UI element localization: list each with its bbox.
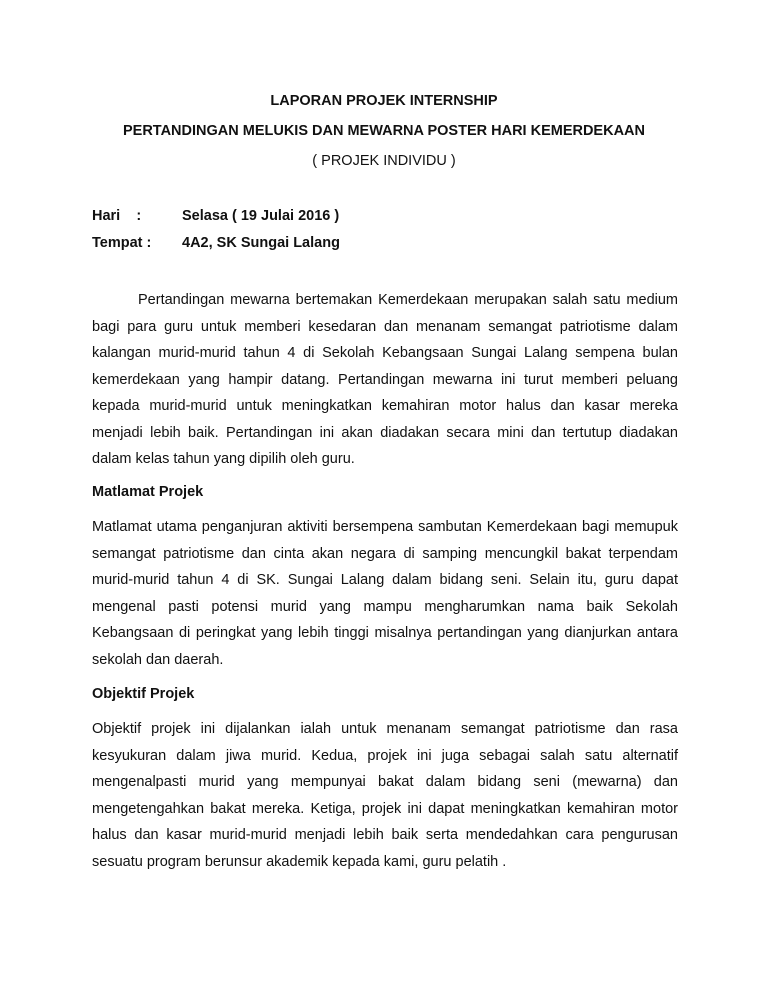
matlamat-body: Matlamat utama penganjuran aktiviti bersempena sambutan Kemerdekaan bagi memupuk semangat patriotisme dan cinta akan negara di samping mencungkil bakat terpendam murid-murid tahun 4 di SK. Sungai Lalang dalam bidang seni. Selain itu, guru dapat mengenal pasti potensi murid yang mampu mengharumkan nama baik Sekolah Kebangsaan di peringkat yang lebih tinggi misalnya pertandingan yang dianjurkan antara sekolah dan daerah.: [92, 519, 678, 668]
project-type: ( PROJEK INDIVIDU ): [312, 153, 456, 169]
objektif-heading: Objektif Projek: [92, 686, 195, 702]
place-value: 4A2, SK Sungai Lalang: [182, 235, 340, 251]
report-title: LAPORAN PROJEK INTERNSHIP: [270, 93, 498, 109]
place-label: Tempat :: [92, 235, 152, 251]
objektif-body: Objektif projek ini dijalankan ialah untuk menanam semangat patriotisme dan rasa kesyukuran dalam jiwa murid. Kedua, projek ini juga sebagai salah satu alternatif mengenalpasti murid yang mempunyai bakat dalam bidang seni (mewarna) dan mengetengahkan bakat mereka. Ketiga, projek ini dapat meningkatkan kemahiran motor halus dan kasar murid-murid menjadi lebih baik serta mendedahkan cara pengurusan sesuatu program berunsur akademik kepada kami, guru pelatih .: [92, 721, 678, 870]
day-label: Hari :: [92, 208, 142, 224]
report-subtitle: PERTANDINGAN MELUKIS DAN MEWARNA POSTER HARI KEMERDEKAAN: [122, 123, 645, 139]
intro-paragraph: Pertandingan mewarna bertemakan Kemerdekaan merupakan salah satu medium bagi para guru untuk memberi kesedaran dan menanam semangat patriotisme dalam kalangan murid-murid tahun 4 di Sekolah Kebangsaan Sungai Lalang sempena bulan kemerdekaan yang hampir datang. Pertandingan mewarna ini turut memberi peluang kepada murid-murid untuk meningkatkan kemahiran motor halus dan kasar mereka menjadi lebih baik. Pertandingan ini akan diadakan secara mini dan tertutup diadakan dalam kelas tahun yang dipilih oleh guru.: [92, 292, 678, 467]
day-value: Selasa ( 19 Julai 2016 ): [182, 208, 340, 224]
matlamat-heading: Matlamat Projek: [92, 484, 204, 500]
title-block: [0, 90, 768, 180]
